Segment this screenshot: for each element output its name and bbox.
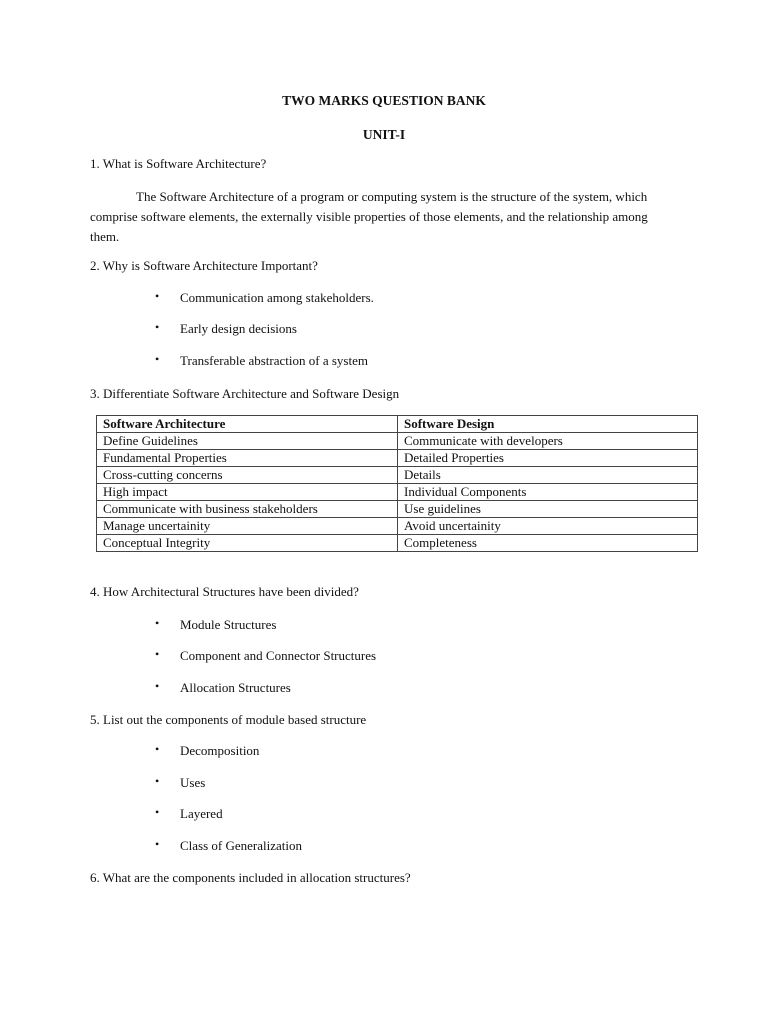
- table-row: Define Guidelines Communicate with developers: [97, 433, 698, 450]
- bullet-icon: •: [155, 805, 160, 819]
- table-row: Conceptual Integrity Completeness: [97, 535, 698, 552]
- table-row: Communicate with business stakeholders Use guidelines: [97, 501, 698, 518]
- table-row: Fundamental Properties Detailed Properties: [97, 450, 698, 467]
- question-5: 5. List out the components of module based structure: [90, 712, 367, 727]
- table-row: Cross-cutting concerns Details: [97, 467, 698, 484]
- table-row: High impact Individual Components: [97, 484, 698, 501]
- bullet-icon: •: [155, 837, 160, 851]
- document-title: TWO MARKS QUESTION BANK: [282, 93, 486, 108]
- bullet-icon: •: [155, 289, 160, 303]
- comparison-table: [96, 415, 698, 552]
- bullet-icon: •: [155, 679, 160, 693]
- unit-heading: UNIT-I: [362, 127, 406, 142]
- bullet-icon: •: [155, 647, 160, 661]
- question-1: 1. What is Software Architecture?: [90, 156, 267, 171]
- bullet-icon: •: [155, 774, 160, 788]
- bullet-icon: •: [155, 742, 160, 756]
- question-4: 4. How Architectural Structures have been divided?: [90, 584, 359, 599]
- answer-1-text: The Software Architecture of a program or computing system is the structure of the system, which comprise software elements, the externally visible properties of those elements, and the relationship among them.: [90, 189, 648, 244]
- table-row: Manage uncertainity Avoid uncertainity: [97, 518, 698, 535]
- column-header: Software Architecture: [97, 416, 398, 433]
- answer-1: [90, 187, 650, 247]
- question-3: 3. Differentiate Software Architecture and Software Design: [90, 386, 400, 401]
- column-header: Software Design: [398, 416, 698, 433]
- bullet-icon: •: [155, 616, 160, 630]
- question-2: 2. Why is Software Architecture Important?: [90, 258, 318, 273]
- bullet-icon: •: [155, 320, 160, 334]
- document-page: TWO MARKS QUESTION BANK UNIT-I 1. What is Software Architecture? The Software Architecture of a program or computing system is the structure of the system, which comprise software elements, the externally visible properties of those elements, and the relationship among them. 2. Why is Software Architecture Important? • Communication among stakeholders. • Early design decisions • Transferable abstraction of a system 3. Differentiate Software Architecture and Software Design Software Architecture Software Design Define Guidelines Communicate with developers Fundamental Properties Detailed Properties Cross-cutting concerns Details High impact Individual Components Communicate with business stakeholders Use guidelines Manage uncertainity Avoid uncertainity Conceptual Integrity Completeness 4. How Architectural Structures have been divided? • Module Structures • Component and Connector Structures • Allocation Structures 5. List out the components of module based structure • Decomposition • Uses • Layered • Class of Generalization 6. What are the components included in allocation structures?: [0, 0, 768, 1024]
- bullet-icon: •: [155, 352, 160, 366]
- table-header-row: [97, 416, 698, 433]
- question-6: 6. What are the components included in allocation structures?: [90, 870, 411, 885]
